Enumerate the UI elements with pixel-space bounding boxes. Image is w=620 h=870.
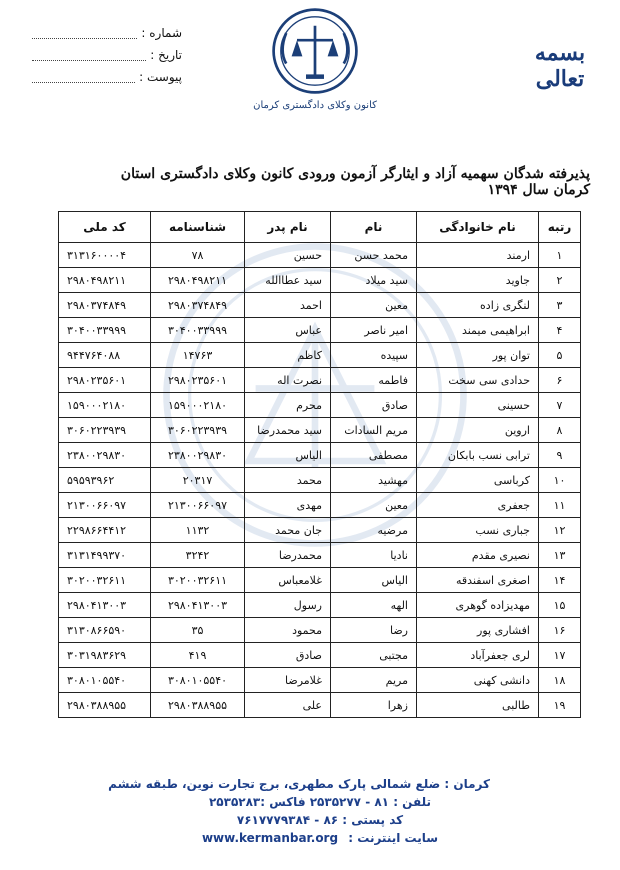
cell-national-code: ۳۰۳۱۹۸۳۶۲۹ [59, 643, 151, 668]
cell-first-name: الیاس [331, 568, 417, 593]
cell-id-number: ۱۴۷۶۳ [151, 343, 245, 368]
cell-last-name: طالبی [417, 693, 539, 718]
cell-first-name: محمد حسن [331, 243, 417, 268]
cell-first-name: فاطمه [331, 368, 417, 393]
table-row [59, 543, 581, 568]
table-row [59, 268, 581, 293]
cell-last-name: لنگری زاده [417, 293, 539, 318]
table-row [59, 693, 581, 718]
cell-rank: ۵ [539, 343, 581, 368]
cell-id-number: ۲۹۸۰۴۱۳۰۰۳ [151, 593, 245, 618]
cell-first-name: مرضیه [331, 518, 417, 543]
table-row [59, 643, 581, 668]
cell-national-code: ۲۹۸۰۳۸۸۹۵۵ [59, 693, 151, 718]
cell-last-name: حسینی [417, 393, 539, 418]
field-number [32, 22, 182, 44]
cell-national-code: ۲۹۸۰۲۳۵۶۰۱ [59, 368, 151, 393]
cell-national-code: ۱۵۹۰۰۰۲۱۸۰ [59, 393, 151, 418]
document-title: پذیرفته شدگان سهمیه آزاد و ایثارگر آزمون ورودی کانون وکلای دادگستری استان کرمان سال ۱۳۹۴ [120, 166, 590, 198]
cell-national-code: ۲۳۸۰۰۲۹۸۳۰ [59, 443, 151, 468]
table-row [59, 493, 581, 518]
cell-id-number: ۲۹۸۰۳۷۴۸۴۹ [151, 293, 245, 318]
field-label: شماره : [141, 26, 182, 40]
cell-last-name: جاوید [417, 268, 539, 293]
cell-first-name: رضا [331, 618, 417, 643]
cell-id-number: ۱۵۹۰۰۰۲۱۸۰ [151, 393, 245, 418]
cell-first-name: معین [331, 493, 417, 518]
table-row [59, 393, 581, 418]
cell-last-name: جباری نسب [417, 518, 539, 543]
cell-first-name: سید میلاد [331, 268, 417, 293]
cell-father-name: محمدرضا [245, 543, 331, 568]
cell-rank: ۱۶ [539, 618, 581, 643]
cell-id-number: ۲۹۸۰۴۹۸۲۱۱ [151, 268, 245, 293]
footer-website-label: سایت اینترنت : [348, 831, 439, 845]
cell-national-code: ۲۹۸۰۴۱۳۰۰۳ [59, 593, 151, 618]
cell-rank: ۱۰ [539, 468, 581, 493]
cell-last-name: اروین [417, 418, 539, 443]
footer-phone: تلفن : ۸۱ - ۲۵۳۵۲۷۷ فاکس :۲۵۳۵۲۸۳ [208, 795, 432, 809]
cell-last-name: ترابی نسب بابکان [417, 443, 539, 468]
cell-id-number: ۲۳۸۰۰۲۹۸۳۰ [151, 443, 245, 468]
table-row [59, 618, 581, 643]
cell-id-number: ۳۲۴۲ [151, 543, 245, 568]
field-line [32, 50, 146, 61]
cell-national-code: ۲۹۸۰۴۹۸۲۱۱ [59, 268, 151, 293]
header-last-name: نام خانوادگی [417, 212, 539, 243]
cell-last-name: کرباسی [417, 468, 539, 493]
cell-id-number: ۳۰۶۰۲۲۳۹۳۹ [151, 418, 245, 443]
cell-id-number: ۳۰۸۰۱۰۵۵۴۰ [151, 668, 245, 693]
cell-father-name: کاظم [245, 343, 331, 368]
cell-first-name: معین [331, 293, 417, 318]
cell-rank: ۶ [539, 368, 581, 393]
cell-id-number: ۲۹۸۰۳۸۸۹۵۵ [151, 693, 245, 718]
field-label: تاریخ : [150, 48, 182, 62]
cell-last-name: اصغری اسفندقه [417, 568, 539, 593]
cell-national-code: ۹۴۴۷۶۴۰۸۸ [59, 343, 151, 368]
field-label: پیوست : [139, 70, 182, 84]
table-row [59, 293, 581, 318]
cell-rank: ۴ [539, 318, 581, 343]
cell-rank: ۲ [539, 268, 581, 293]
field-line [32, 28, 137, 39]
letter-footer [108, 775, 490, 847]
table-row [59, 418, 581, 443]
cell-father-name: محمد [245, 468, 331, 493]
footer-address: کرمان : ضلع شمالی پارک مطهری، برج تجارت نوین، طبقه ششم [108, 777, 490, 791]
cell-national-code: ۲۱۳۰۰۶۶۰۹۷ [59, 493, 151, 518]
cell-father-name: محمود [245, 618, 331, 643]
cell-father-name: علی [245, 693, 331, 718]
besmeh-heading: بسمه تعالی [534, 40, 586, 92]
cell-national-code: ۳۰۸۰۱۰۵۵۴۰ [59, 668, 151, 693]
cell-father-name: جان محمد [245, 518, 331, 543]
footer-website [150, 829, 490, 847]
cell-father-name: غلامعباس [245, 568, 331, 593]
cell-father-name: رسول [245, 593, 331, 618]
letter-fields [32, 22, 182, 88]
cell-id-number: ۱۱۳۲ [151, 518, 245, 543]
cell-id-number: ۳۰۴۰۰۳۳۹۹۹ [151, 318, 245, 343]
cell-father-name: غلامرضا [245, 668, 331, 693]
cell-national-code: ۲۲۹۸۶۶۴۴۱۲ [59, 518, 151, 543]
table-row [59, 568, 581, 593]
cell-father-name: حسین [245, 243, 331, 268]
header-rank: رتبه [539, 212, 581, 243]
cell-national-code: ۵۹۵۹۳۹۶۲ [59, 468, 151, 493]
cell-last-name: افشاری پور [417, 618, 539, 643]
cell-rank: ۱۴ [539, 568, 581, 593]
cell-national-code: ۳۰۶۰۲۲۳۹۳۹ [59, 418, 151, 443]
cell-first-name: الهه [331, 593, 417, 618]
field-line [32, 72, 135, 83]
cell-id-number: ۳۰۲۰۰۳۲۶۱۱ [151, 568, 245, 593]
table-row [59, 343, 581, 368]
cell-rank: ۱۳ [539, 543, 581, 568]
field-attachment [32, 66, 182, 88]
results-table [58, 211, 581, 718]
table-row [59, 668, 581, 693]
table-row [59, 368, 581, 393]
cell-father-name: مهدی [245, 493, 331, 518]
cell-national-code: ۳۱۳۱۴۹۹۳۷۰ [59, 543, 151, 568]
header-national-code: کد ملی [59, 212, 151, 243]
cell-last-name: ابراهیمی میمند [417, 318, 539, 343]
cell-rank: ۱۱ [539, 493, 581, 518]
cell-father-name: محرم [245, 393, 331, 418]
cell-last-name: حدادی سی سخت [417, 368, 539, 393]
cell-first-name: مجتبی [331, 643, 417, 668]
cell-first-name: نادیا [331, 543, 417, 568]
cell-first-name: صادق [331, 393, 417, 418]
cell-first-name: مریم السادات [331, 418, 417, 443]
cell-first-name: زهرا [331, 693, 417, 718]
cell-national-code: ۳۱۳۱۶۰۰۰۰۴ [59, 243, 151, 268]
cell-rank: ۱۹ [539, 693, 581, 718]
cell-id-number: ۴۱۹ [151, 643, 245, 668]
cell-last-name: ارمند [417, 243, 539, 268]
results-table-wrap [58, 211, 580, 718]
cell-last-name: توان پور [417, 343, 539, 368]
bar-association-logo [270, 6, 360, 96]
cell-rank: ۷ [539, 393, 581, 418]
cell-rank: ۱ [539, 243, 581, 268]
header-id-number: شناسنامه [151, 212, 245, 243]
cell-father-name: سید محمدرضا [245, 418, 331, 443]
footer-postal: کد پستی : ۸۶ - ۷۶۱۷۷۷۹۳۸۴ [236, 813, 404, 827]
cell-last-name: نصیری مقدم [417, 543, 539, 568]
cell-id-number: ۲۱۳۰۰۶۶۰۹۷ [151, 493, 245, 518]
cell-id-number: ۲۰۳۱۷ [151, 468, 245, 493]
cell-rank: ۱۲ [539, 518, 581, 543]
cell-national-code: ۳۰۲۰۰۳۲۶۱۱ [59, 568, 151, 593]
footer-website-link[interactable]: www.kermanbar.org [201, 831, 339, 845]
cell-first-name: مریم [331, 668, 417, 693]
cell-id-number: ۷۸ [151, 243, 245, 268]
cell-id-number: ۲۹۸۰۲۳۵۶۰۱ [151, 368, 245, 393]
cell-rank: ۸ [539, 418, 581, 443]
cell-last-name: جعفری [417, 493, 539, 518]
cell-last-name: مهدیزاده گوهری [417, 593, 539, 618]
table-header-row [59, 212, 581, 243]
cell-rank: ۱۷ [539, 643, 581, 668]
cell-rank: ۹ [539, 443, 581, 468]
table-row [59, 318, 581, 343]
cell-rank: ۱۵ [539, 593, 581, 618]
cell-father-name: صادق [245, 643, 331, 668]
table-row [59, 243, 581, 268]
header-first-name: نام [331, 212, 417, 243]
cell-father-name: احمد [245, 293, 331, 318]
field-date [32, 44, 182, 66]
cell-rank: ۱۸ [539, 668, 581, 693]
cell-national-code: ۳۰۴۰۰۳۳۹۹۹ [59, 318, 151, 343]
cell-first-name: امیر ناصر [331, 318, 417, 343]
cell-father-name: عباس [245, 318, 331, 343]
table-row [59, 593, 581, 618]
cell-father-name: سید عطاالله [245, 268, 331, 293]
cell-rank: ۳ [539, 293, 581, 318]
header-father-name: نام پدر [245, 212, 331, 243]
cell-first-name: سپیده [331, 343, 417, 368]
cell-last-name: لری جعفرآباد [417, 643, 539, 668]
table-row [59, 518, 581, 543]
cell-father-name: نصرت اله [245, 368, 331, 393]
cell-id-number: ۳۵ [151, 618, 245, 643]
cell-last-name: دانشی کهنی [417, 668, 539, 693]
cell-first-name: مصطفی [331, 443, 417, 468]
cell-national-code: ۳۱۳۰۸۶۶۵۹۰ [59, 618, 151, 643]
table-row [59, 468, 581, 493]
cell-national-code: ۲۹۸۰۳۷۴۸۴۹ [59, 293, 151, 318]
logo-caption: کانون وکلای دادگستری کرمان [253, 100, 377, 111]
cell-father-name: الیاس [245, 443, 331, 468]
table-row [59, 443, 581, 468]
cell-first-name: مهشید [331, 468, 417, 493]
